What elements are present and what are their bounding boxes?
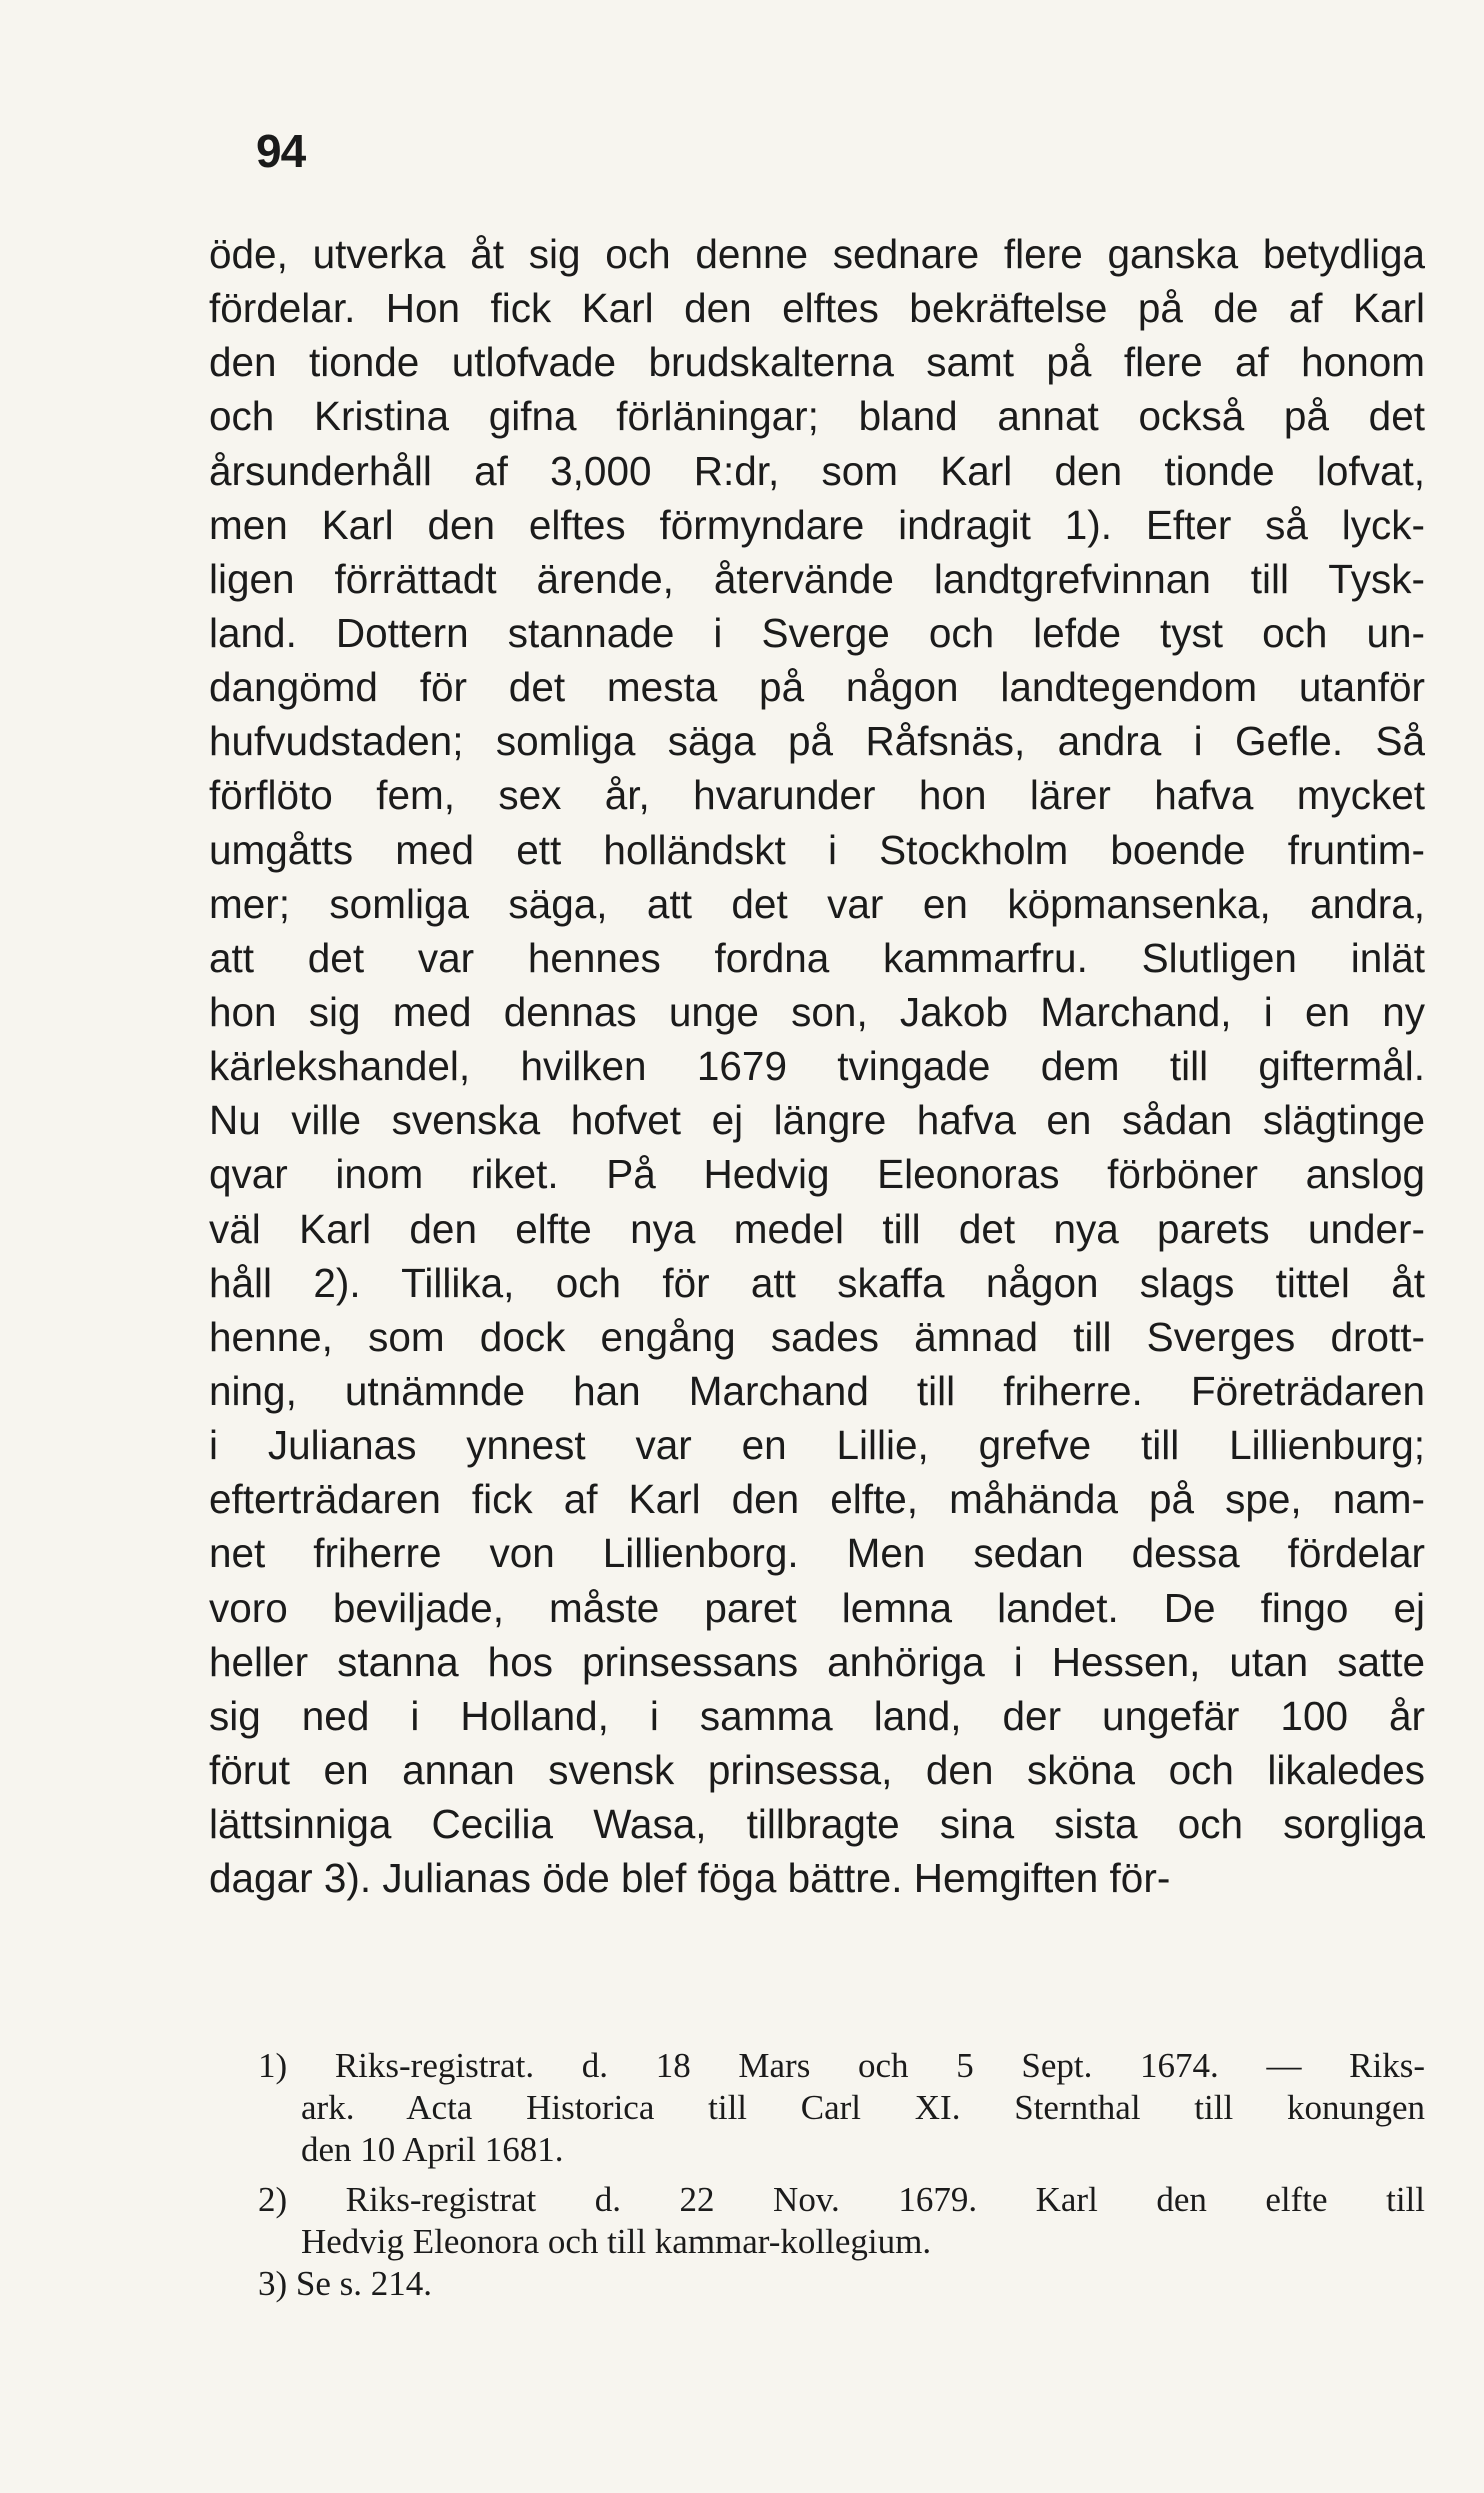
text-line: men Karl den elftes förmyndare indragit 1). Efter så lyck- <box>209 501 1425 548</box>
text-line: ning, utnämnde han Marchand till friherre. Företrädaren <box>209 1367 1425 1414</box>
text-line: net friherre von Lillienborg. Men sedan dessa fördelar <box>209 1530 1425 1577</box>
text-line: sig ned i Holland, i samma land, der ungefär 100 år <box>209 1692 1425 1739</box>
text-line: ligen förrättadt ärende, återvände landtgrefvinnan till Tysk- <box>209 555 1425 602</box>
text-line: väl Karl den elfte nya medel till det nya parets under- <box>209 1205 1425 1252</box>
body-text <box>209 227 1425 1905</box>
page-number: 94 <box>256 125 306 177</box>
text-line: umgåtts med ett holländskt i Stockholm boende fruntim- <box>209 826 1425 873</box>
footnote-1-line: 1) Riks-registrat. d. 18 Mars och 5 Sept. 1674. — Riks- <box>258 2046 1425 2085</box>
text-line: heller stanna hos prinsessans anhöriga i Hessen, utan satte <box>209 1638 1425 1685</box>
text-line: förut en annan svensk prinsessa, den sköna och likaledes <box>209 1746 1425 1793</box>
text-line: håll 2). Tillika, och för att skaffa någon slags tittel åt <box>209 1259 1425 1306</box>
footnote-3-line: 3) Se s. 214. <box>258 2264 433 2303</box>
text-line: dangömd för det mesta på någon landtegendom utanför <box>209 664 1425 711</box>
text-line: mer; somliga säga, att det var en köpmansenka, andra, <box>209 880 1425 927</box>
text-line: henne, som dock engång sades ämnad till Sverges drott- <box>209 1313 1425 1360</box>
text-line: land. Dottern stannade i Sverge och lefde tyst och un- <box>209 609 1425 656</box>
text-line: qvar inom riket. På Hedvig Eleonoras förböner anslog <box>209 1151 1425 1198</box>
text-line: årsunderhåll af 3,000 R:dr, som Karl den tionde lofvat, <box>209 447 1425 494</box>
footnote-1-line: ark. Acta Historica till Carl XI. Sternthal till konungen <box>301 2088 1425 2127</box>
text-line: efterträdaren fick af Karl den elfte, måhända på spe, nam- <box>209 1476 1425 1523</box>
text-line: Nu ville svenska hofvet ej längre hafva en sådan slägtinge <box>209 1097 1425 1144</box>
text-line: fördelar. Hon fick Karl den elftes bekräftelse på de af Karl <box>209 285 1425 332</box>
footnote-2-line: Hedvig Eleonora och till kammar-kollegium. <box>301 2222 932 2261</box>
text-line: att det var hennes fordna kammarfru. Slutligen inlät <box>209 934 1425 981</box>
text-line: lättsinniga Cecilia Wasa, tillbragte sina sista och sorgliga <box>209 1801 1425 1848</box>
footnotes <box>258 2045 1425 2305</box>
text-line: och Kristina gifna förläningar; bland annat också på det <box>209 393 1425 440</box>
text-line: hon sig med dennas unge son, Jakob Marchand, i en ny <box>209 988 1425 1035</box>
footnote-2-line: 2) Riks-registrat d. 22 Nov. 1679. Karl den elfte till <box>258 2180 1425 2219</box>
text-line: i Julianas ynnest var en Lillie, grefve till Lillienburg; <box>209 1422 1425 1469</box>
footnote-1-line: den 10 April 1681. <box>301 2130 564 2169</box>
text-line: öde, utverka åt sig och denne sednare flere ganska betydliga <box>209 231 1425 277</box>
text-line: voro beviljade, måste paret lemna landet. De fingo ej <box>209 1584 1425 1631</box>
text-line: den tionde utlofvade brudskalterna samt på flere af honom <box>209 339 1425 386</box>
text-line: dagar 3). Julianas öde blef föga bättre. Hemgiften för- <box>209 1855 1171 1902</box>
text-line: förflöto fem, sex år, hvarunder hon lärer hafva mycket <box>209 772 1425 819</box>
text-line: hufvudstaden; somliga säga på Råfsnäs, andra i Gefle. Så <box>209 718 1425 765</box>
text-line: kärlekshandel, hvilken 1679 tvingade dem till giftermål. <box>209 1043 1425 1090</box>
